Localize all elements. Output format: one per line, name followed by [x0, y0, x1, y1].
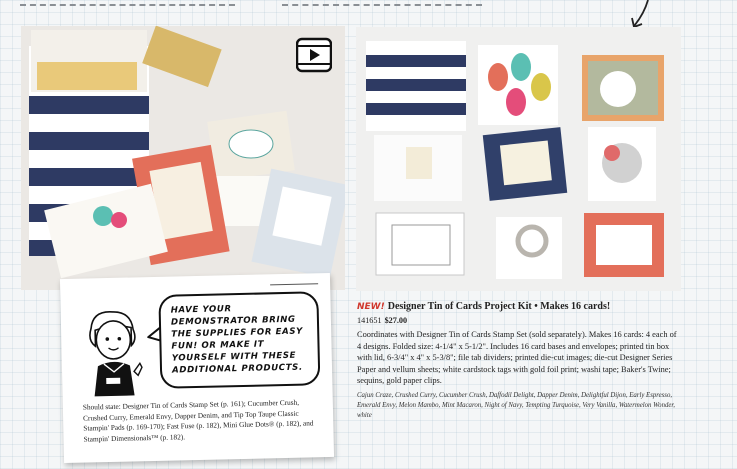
striped-tin-lid: [366, 41, 466, 131]
new-badge: NEW!: [357, 302, 385, 312]
item-number: 141651: [357, 316, 382, 325]
demonstrator-cartoon-icon: [73, 305, 153, 399]
product-description-text: Coordinates with Designer Tin of Cards Stamp Set (sold separately). Makes 16 cards: 4 each of 4 designs. Folded size: 4-1/4" x 5-1/2". Includes 16 card bases and envelopes; printed tin box with lid, 6-3/4" x 4" x 5-3/8"; file tab dividers; printed die-cut images; die-cut Designer Series Paper and vellum sheets; white cardstock tags with gold foil print; washi tape; Baker's Twine; sequins, gold paper clips.: [357, 330, 677, 386]
play-video-icon[interactable]: [296, 37, 332, 73]
speech-bubble: [158, 291, 320, 389]
arrow-icon: [628, 0, 654, 30]
should-state-text: Should state: Designer Tin of Cards Stamp Set (p. 161); Cucumber Crush, Crushed Curry, Emerald Envy, Dapper Denim, and Tip Top Taupe Classic Stampin' Pads (p. 169-170); Fast Fuse (p. 182), Mini Glue Dots® (p. 182), and Stampin' Dimensionals™ (p. 182).: [82, 397, 314, 444]
item-price: $27.00: [384, 316, 408, 325]
product-title-line: [357, 300, 682, 314]
item-line: [357, 315, 682, 327]
demonstrator-tip-card: [60, 273, 334, 463]
product-colors-list: Cajun Craze, Crushed Curry, Cucumber Crush, Daffodil Delight, Dapper Denim, Delightful Dijon, Early Espresso, Emerald Envy, Melon Mambo, Mint Macaron, Night of Navy, Tempting Turquoise, Very Vanilla, Watermelon Wonder, white: [357, 391, 675, 419]
dashed-divider-right: [282, 0, 482, 6]
dashed-divider-left: [20, 0, 235, 6]
speech-bubble-text: HAVE YOUR DEMONSTRATOR BRING THE SUPPLIES FOR EASY FUN! OR MAKE IT YOURSELF WITH THESE ADDITIONAL PRODUCTS.: [170, 304, 304, 376]
product-description: [357, 300, 682, 421]
card-rule: [270, 283, 318, 285]
product-photo-kit-contents: [356, 27, 681, 291]
product-title: Designer Tin of Cards Project Kit • Makes 16 cards!: [387, 301, 611, 312]
